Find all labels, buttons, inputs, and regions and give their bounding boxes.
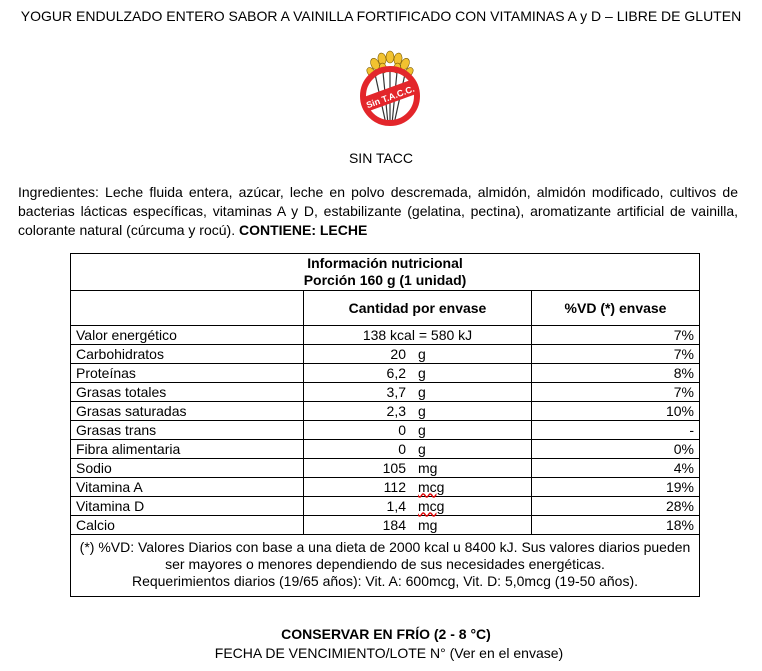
footnote-requirements: Requerimientos diarios (19/65 años): Vit. A: 600mcg, Vit. D: 5,0mcg (19-50 años). bbox=[131, 573, 639, 589]
nutrient-amount: 2,3 bbox=[386, 402, 406, 419]
nutrient-unit: g bbox=[418, 345, 426, 362]
nutrient-amount-cell bbox=[304, 497, 532, 516]
nutrient-amount: 105 bbox=[382, 459, 406, 476]
nutrition-table bbox=[70, 253, 700, 597]
nutrient-name: Valor energético bbox=[71, 326, 304, 345]
nutrition-portion: Porción 160 g (1 unidad) bbox=[303, 272, 467, 288]
nutrient-amount: 0 bbox=[398, 440, 406, 457]
gluten-free-wheat-icon bbox=[353, 50, 427, 130]
nutrition-title: Información nutricional bbox=[307, 255, 463, 271]
nutrient-vd: 7% bbox=[532, 326, 700, 345]
header-blank-cell bbox=[71, 291, 304, 326]
col-amount-header: Cantidad por envase bbox=[304, 291, 532, 326]
nutrient-name: Carbohidratos bbox=[71, 345, 304, 364]
table-row bbox=[71, 516, 700, 535]
nutrient-name: Proteínas bbox=[71, 364, 304, 383]
nutrient-amount: 3,7 bbox=[386, 383, 406, 400]
nutrient-amount: 1,4 bbox=[386, 497, 406, 514]
nutrient-amount: 138 kcal = 580 kJ bbox=[362, 326, 473, 343]
nutrient-name: Grasas totales bbox=[71, 383, 304, 402]
nutrient-amount: 184 bbox=[382, 516, 406, 533]
nutrient-unit: g bbox=[418, 402, 426, 419]
ingredients-paragraph bbox=[18, 183, 738, 240]
col-vd-header: %VD (*) envase bbox=[532, 291, 700, 326]
table-row bbox=[71, 383, 700, 402]
nutrient-unit: mcg bbox=[418, 478, 445, 495]
nutrient-vd: - bbox=[532, 421, 700, 440]
nutrient-amount: 20 bbox=[390, 345, 406, 362]
nutrient-vd: 0% bbox=[532, 440, 700, 459]
nutrient-amount-cell bbox=[304, 421, 532, 440]
nutrient-amount-cell bbox=[304, 345, 532, 364]
nutrient-name: Calcio bbox=[71, 516, 304, 535]
nutrient-name: Vitamina D bbox=[71, 497, 304, 516]
nutrient-unit: g bbox=[418, 364, 426, 381]
table-row bbox=[71, 478, 700, 497]
nutrient-amount-cell bbox=[304, 383, 532, 402]
nutrient-name: Vitamina A bbox=[71, 478, 304, 497]
nutrient-unit: mg bbox=[418, 459, 438, 476]
nutrient-vd: 7% bbox=[532, 383, 700, 402]
product-title: YOGUR ENDULZADO ENTERO SABOR A VAINILLA FORTIFICADO CON VITAMINAS A y D – LIBRE DE GLUTEN bbox=[20, 8, 742, 24]
table-row bbox=[71, 402, 700, 421]
contains-warning: CONTIENE: LECHE bbox=[238, 222, 368, 238]
nutrient-vd: 4% bbox=[532, 459, 700, 478]
table-row bbox=[71, 326, 700, 345]
nutrient-amount: 6,2 bbox=[386, 364, 406, 381]
nutrient-vd: 8% bbox=[532, 364, 700, 383]
footnote-vd: (*) %VD: Valores Diarios con base a una dieta de 2000 kcal u 8400 kJ. Sus valores diarios pueden ser mayores o menores dependiendo de sus necesidades energéticas. bbox=[79, 539, 691, 572]
nutrient-vd: 28% bbox=[532, 497, 700, 516]
table-row bbox=[71, 364, 700, 383]
nutrient-amount-cell bbox=[304, 402, 532, 421]
logo-text: Sin T.A.C.C. bbox=[364, 83, 416, 111]
nutrient-amount: 112 bbox=[383, 478, 406, 495]
nutrition-header bbox=[71, 254, 700, 291]
nutrient-unit: g bbox=[418, 383, 426, 400]
ingredients-text: Ingredientes: Leche fluida entera, azúcar, leche en polvo descremada, almidón, almidón modificado, cultivos de bacterias lácticas específicas, vitaminas A y D, estabilizante (gelatina, pectina), aromatizante artificial de vainilla, colorante natural (cúrcuma y rocú). bbox=[18, 184, 738, 238]
nutrition-rows bbox=[71, 326, 700, 535]
nutrient-amount-cell bbox=[304, 516, 532, 535]
nutrient-amount-cell bbox=[304, 364, 532, 383]
sin-tacc-label: SIN TACC bbox=[348, 150, 414, 166]
nutrition-footnote bbox=[71, 535, 700, 597]
nutrient-amount: 0 bbox=[398, 421, 406, 438]
nutrient-vd: 7% bbox=[532, 345, 700, 364]
nutrient-name: Grasas trans bbox=[71, 421, 304, 440]
nutrient-amount-cell bbox=[304, 326, 532, 345]
nutrient-unit: mg bbox=[418, 516, 438, 533]
nutrient-name: Fibra alimentaria bbox=[71, 440, 304, 459]
table-row bbox=[71, 421, 700, 440]
nutrient-name: Grasas saturadas bbox=[71, 402, 304, 421]
nutrient-amount-cell bbox=[304, 440, 532, 459]
nutrient-unit: g bbox=[418, 440, 426, 457]
nutrient-unit: mcg bbox=[418, 497, 445, 514]
nutrient-vd: 19% bbox=[532, 478, 700, 497]
table-row bbox=[71, 459, 700, 478]
nutrient-name: Sodio bbox=[71, 459, 304, 478]
nutrient-amount-cell bbox=[304, 459, 532, 478]
nutrient-vd: 10% bbox=[532, 402, 700, 421]
expiry-lot: FECHA DE VENCIMIENTO/LOTE N° (Ver en el envase) bbox=[214, 645, 564, 661]
table-row bbox=[71, 345, 700, 364]
nutrient-vd: 18% bbox=[532, 516, 700, 535]
nutrient-unit: g bbox=[418, 421, 426, 438]
table-row bbox=[71, 440, 700, 459]
table-row bbox=[71, 497, 700, 516]
sin-tacc-logo bbox=[353, 50, 427, 130]
storage-instructions: CONSERVAR EN FRÍO (2 - 8 °C) bbox=[281, 626, 491, 642]
nutrient-amount-cell bbox=[304, 478, 532, 497]
